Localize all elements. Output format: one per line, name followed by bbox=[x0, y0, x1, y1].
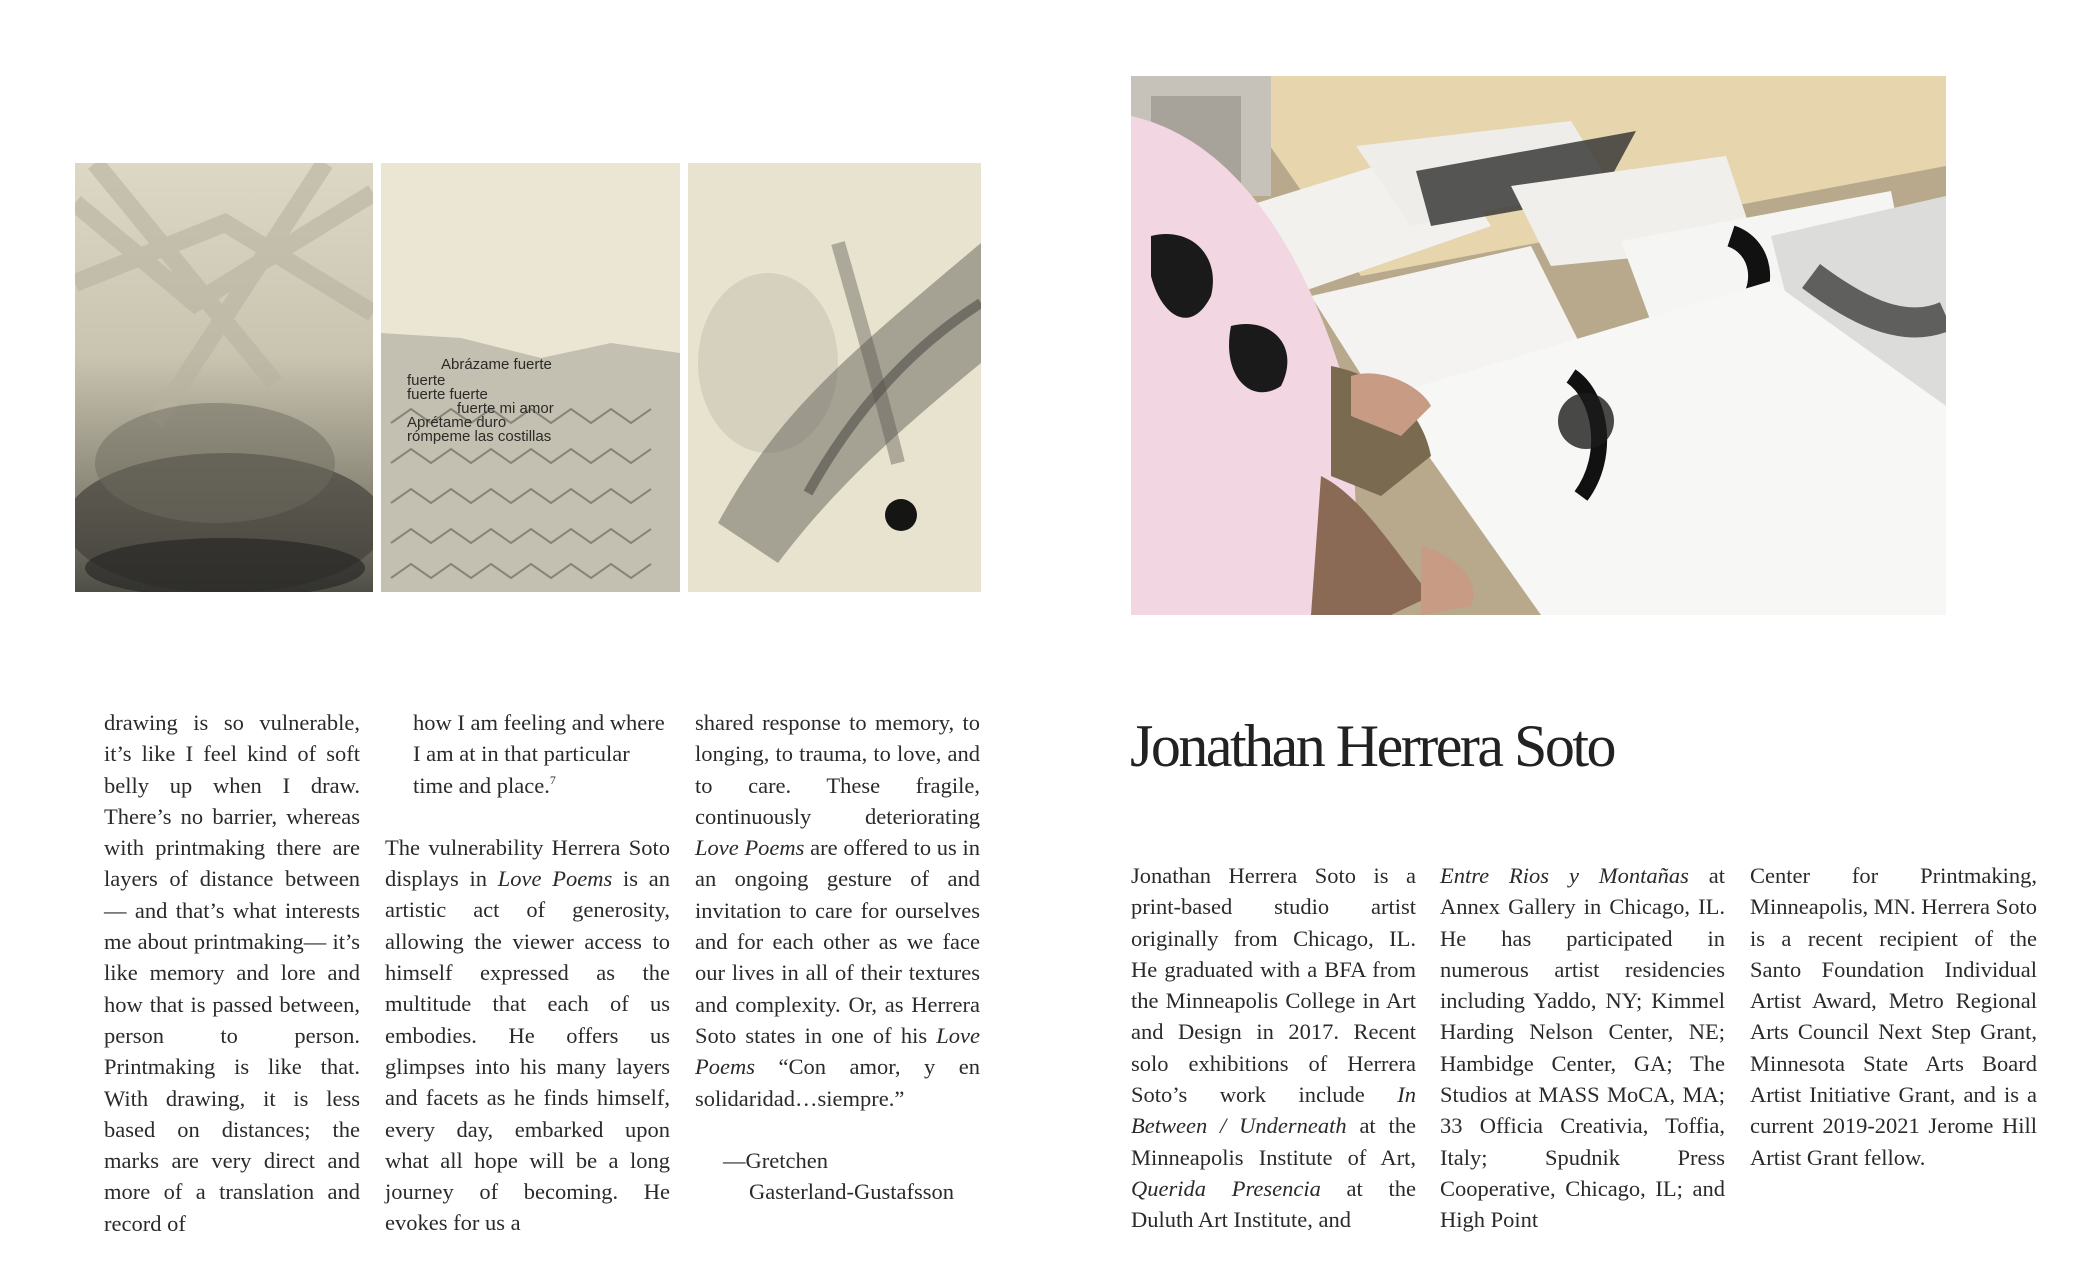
print-panel-1 bbox=[75, 163, 373, 592]
essay-column-1 bbox=[104, 707, 360, 1239]
artwork-line-5: Aprétame duro bbox=[407, 414, 507, 431]
essay-col3-title-2: Love Poems bbox=[695, 1022, 980, 1080]
essay-col3-title-1: Love Poems bbox=[695, 835, 805, 861]
bio-column-3 bbox=[1750, 860, 2037, 1173]
artwork-line-3: fuerte fuerte bbox=[407, 386, 488, 403]
footnote-marker: 7 bbox=[549, 772, 556, 787]
essay-col3-text-a: shared response to memory, to longing, to trauma, to love, and to care. These fragile, continuously deteriorating bbox=[695, 710, 980, 829]
artwork-line-2: fuerte bbox=[407, 372, 446, 389]
artwork-line-6: rómpeme las costillas bbox=[407, 428, 552, 445]
artwork-line-1: Abrázame fuerte bbox=[441, 356, 552, 373]
essay-col3-paragraph bbox=[695, 707, 980, 1114]
essay-col2-title: Love Poems bbox=[497, 866, 613, 892]
bio-col1-text-b: at the Minneapolis Institute of Art, bbox=[1131, 1113, 1416, 1170]
signature-line-2: Gasterland-Gustafsson bbox=[749, 1179, 954, 1205]
essay-col3-text-c: “Con amor, y en solidaridad…siempre.” bbox=[695, 1054, 980, 1111]
print-panel-3 bbox=[688, 163, 981, 592]
essay-col2-text-b: is an artistic act of generosity, allowing the viewer access to himself expressed as the multitude that each of us embodies. He offers us glimpses into his many layers and facets as he finds himself, every day, embarked upon what all hope will be a long journey of becoming. He evokes for us a bbox=[385, 866, 670, 1236]
bio-col2-paragraph bbox=[1440, 860, 1725, 1236]
essay-column-2 bbox=[385, 707, 670, 1239]
essay-col2-text-a: The vulnerability Herrera Soto displays in bbox=[385, 834, 670, 892]
essay-column-3 bbox=[695, 707, 980, 1207]
print-panel-2 bbox=[381, 163, 680, 592]
essay-quote-text: how I am feeling and where I am at in that particular time and place. bbox=[413, 710, 665, 798]
bio-column-2 bbox=[1440, 860, 1725, 1236]
essay-col1-text: drawing is so vulnerable, it’s like I feel kind of soft belly up when I draw. There’s no barrier, whereas with printmaking there are layers of distance between— and that’s what interests me about printmaking— it’s like memory and lore and how that is passed between, person to person. Printmaking is like that. With drawing, it is less based on distances; the marks are very direct and more of a translation and record of bbox=[104, 710, 360, 1236]
bio-exhibition-3: Entre Rios y Montañas bbox=[1440, 863, 1689, 888]
bio-col3-text: Center for Printmaking, Minneapolis, MN. Herrera Soto is a recent recipient of the Santo Foundation Individual Artist Award, Metro Regional Arts Council Next Step Grant, Minnesota State Arts Board Artist Initiative Grant, and is a current 2019-2021 Jerome Hill Artist Grant fellow. bbox=[1750, 863, 2037, 1170]
essay-quote-continued bbox=[385, 707, 670, 801]
bio-col1-text-a: Jonathan Herrera Soto is a print-based studio artist originally from Chicago, IL. He graduated with a BFA from the Minneapolis College in Art and Design in 2017. Recent solo exhibitions of Herrera Soto’s work include bbox=[1131, 863, 1416, 1108]
artwork-line-4: fuerte mi amor bbox=[457, 400, 554, 417]
bio-col1-text-c: at the Duluth Art Institute, and bbox=[1131, 1175, 1416, 1233]
bio-column-1 bbox=[1131, 860, 1416, 1236]
bio-exhibition-1: In Between / Underneath bbox=[1131, 1082, 1416, 1139]
signature-line-1: —Gretchen bbox=[723, 1147, 828, 1173]
essay-signature bbox=[695, 1145, 980, 1208]
artist-name-heading: Jonathan Herrera Soto bbox=[1130, 713, 1614, 779]
bio-col2-text: at Annex Gallery in Chicago, IL. He has participated in numerous artist residencies including Yaddo, NY; Kimmel Harding Nelson Center, NE; Hambidge Center, GA; The Studios at MASS MoCA, MA; 33 Officia Creativia, Toffia, Italy; Spudnik Press Cooperative, Chicago, IL; and High Point bbox=[1440, 863, 1725, 1233]
bio-exhibition-2: Querida Presencia bbox=[1131, 1175, 1321, 1201]
bio-col1-paragraph bbox=[1131, 860, 1416, 1236]
studio-photo bbox=[1131, 76, 1946, 615]
essay-col3-text-b: are offered to us in an ongoing gesture of and invitation to care for ourselves and for each other as we face our lives in all of their textures and complexity. Or, as Herrera Soto states in one of his bbox=[695, 835, 980, 1048]
essay-col2-paragraph bbox=[385, 832, 670, 1239]
